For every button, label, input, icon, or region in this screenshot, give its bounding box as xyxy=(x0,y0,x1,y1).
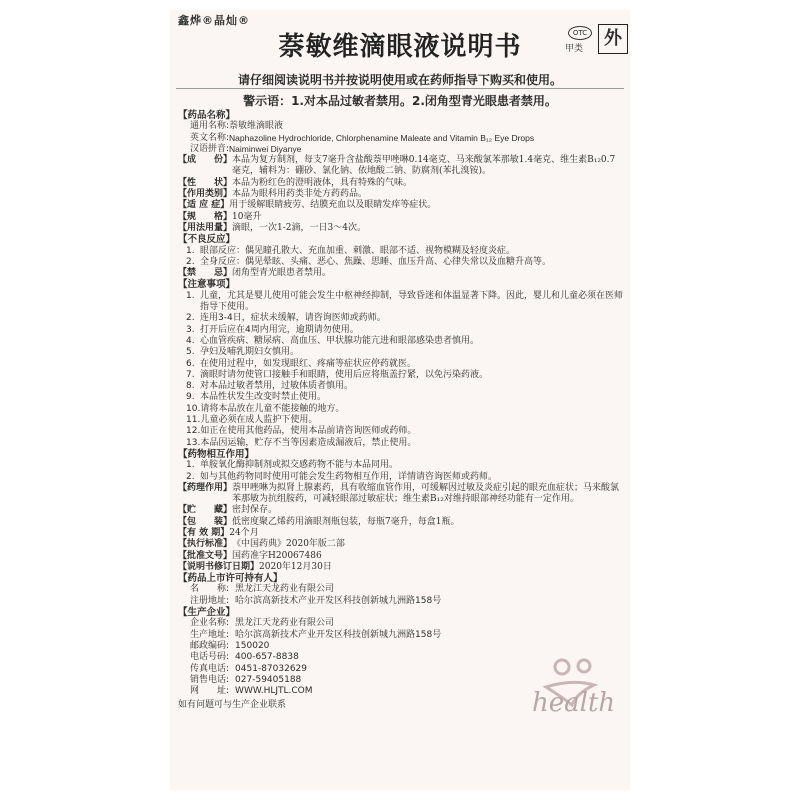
list-item: 1. 儿童，尤其是婴儿使用可能会发生中枢神经抑制，导致昏迷和体温显著下降。因此，婴儿和儿童必须在医师指导下使用。 xyxy=(186,290,624,313)
pharmacology-row xyxy=(178,483,624,506)
storage-label: 【贮 藏】 xyxy=(178,505,233,516)
category-text: 本品为眼科用药类非处方药药品。 xyxy=(232,189,368,200)
drug-name-header: 【药品名称】 xyxy=(178,110,236,121)
divider xyxy=(176,88,624,89)
holder-name: 黑龙江天龙药业有限公司 xyxy=(235,584,335,595)
leaflet-sheet xyxy=(170,10,630,790)
common-name: 萘敏维滴眼液 xyxy=(229,121,284,132)
indication-label: 【适 应 症】 xyxy=(178,200,230,211)
contra-label: 【禁 忌】 xyxy=(178,268,233,279)
list-item: 1. 单胺氧化酶抑制剂或拟交感药物不能与本品同用。 xyxy=(186,460,399,471)
health-watermark: health xyxy=(532,688,616,718)
pinyin: Naiminwei Diyanye xyxy=(229,143,302,154)
category-label: 【作用类别】 xyxy=(178,189,233,200)
standard-text: 《中国药典》2020年版二部 xyxy=(232,539,345,550)
list-item: 5. 孕妇及哺乳期妇女慎用。 xyxy=(186,347,300,358)
standard-label: 【执行标准】 xyxy=(178,539,233,550)
otc-class: 甲类 xyxy=(565,44,584,54)
list-item: 6. 在使用过程中，如发现眼红、疼痛等症状应停药就医。 xyxy=(186,358,417,369)
holder-addr-row xyxy=(178,596,624,607)
composition-label: 【成 份】 xyxy=(178,155,233,166)
spec-row xyxy=(178,212,624,223)
character-text: 本品为粉红色的澄明液体，具有特殊的气味。 xyxy=(232,177,413,188)
composition-text: 本品为复方制剂，每支7毫升含盐酸萘甲唑啉0.14毫克、马来酸氯苯那敏1.4毫克、维生素B₁₂0.7毫克，辅料为：硼砂、氯化钠、依地酸二钠、防腐剂(苯扎溴铵)。 xyxy=(232,155,616,177)
holder-header: 【药品上市许可持有人】 xyxy=(178,573,283,585)
list-item: 8. 对本品过敏者禁用，过敏体质者慎用。 xyxy=(186,381,354,392)
package-text: 低密度聚乙烯药用滴眼剂瓶包装，每瓶7毫升，每盒1瓶。 xyxy=(232,516,460,527)
package-row xyxy=(178,517,624,528)
character-row xyxy=(178,178,624,189)
validity-label: 【有 效 期】 xyxy=(178,527,230,538)
storage-row xyxy=(178,505,624,516)
list-item: 10. 请将本品放在儿童不能接触的地方。 xyxy=(186,403,345,414)
pharmacology-label: 【药理作用】 xyxy=(178,482,233,493)
approval-text: 国药准字H20067486 xyxy=(232,550,322,561)
list-item: 4. 心血管疾病、糖尿病、高血压、甲状腺功能亢进和眼部感染患者慎用。 xyxy=(186,335,480,346)
usage-text: 滴眼，一次1-2滴，一日3～4次。 xyxy=(232,222,366,233)
manufacturer-header: 【生产企业】 xyxy=(178,607,236,619)
list-item: 9. 本品性状发生改变时禁止使用。 xyxy=(186,392,327,403)
interactions-header: 【药物相互作用】 xyxy=(178,448,255,460)
brand-logo: 鑫烨®晶灿® xyxy=(178,14,250,27)
validity-text: 24个月 xyxy=(229,527,259,538)
revision-text: 2020年12月30日 xyxy=(259,561,332,572)
revision-label: 【说明书修订日期】 xyxy=(178,561,260,572)
footer-note: 如有问题可与生产企业联系 xyxy=(178,700,287,711)
manufacturer-row: 企业名称: 黑龙江天龙药业有限公司 xyxy=(190,618,335,629)
manufacturer-row: 传真电话: 0451-87032629 xyxy=(190,663,308,674)
contra-text: 闭角型青光眼患者禁用。 xyxy=(232,268,332,279)
pinyin-row xyxy=(178,144,624,155)
manufacturer-row: 销售电话: 027-59405188 xyxy=(190,674,302,685)
contra-row xyxy=(178,268,624,279)
list-item: 11. 儿童必须在成人监护下使用。 xyxy=(186,415,318,426)
list-item: 7. 滴眼时请勿使管口接触手和眼睛，使用后应将瓶盖拧紧，以免污染药液。 xyxy=(186,369,489,380)
composition-row xyxy=(178,155,624,178)
manufacturer-row: 网 址: WWW.HLJTL.COM xyxy=(190,686,313,697)
page-title: 萘敏维滴眼液说明书 xyxy=(278,32,522,62)
pinyin-label: 汉语拼音: xyxy=(190,143,230,154)
approval-label: 【批准文号】 xyxy=(178,550,233,561)
pharmacology-text: 萘甲唑啉为拟肾上腺素药，具有收缩血管作用，可缓解因过敏及炎症引起的眼充血症状；马来酸氯苯那敏为抗组胺药，可减轻眼部过敏症状；维生素B₁₂对维持眼部神经功能有一定作用。 xyxy=(232,482,620,505)
leaflet-body xyxy=(178,110,624,712)
common-name-row xyxy=(178,121,624,132)
character-label: 【性 状】 xyxy=(178,177,233,188)
list-item: 13. 本品因运输，贮存不当等因素造成漏液后，禁止使用。 xyxy=(186,437,417,448)
standard-row xyxy=(178,539,624,550)
usage-row xyxy=(178,223,624,234)
usage-label: 【用法用量】 xyxy=(178,222,233,233)
list-item: 3. 打开后应在4周内用完，逾期请勿使用。 xyxy=(186,324,359,335)
manufacturer-row: 邮政编码: 150020 xyxy=(190,640,270,651)
list-item: 2. 连用3-4日，症状未缓解，请咨询医师或药师。 xyxy=(186,313,386,324)
holder-addr-label: 注册地址: xyxy=(190,595,230,606)
manufacturer-row: 生产地址: 哈尔滨高新技术产业开发区科技创新城九洲路158号 xyxy=(190,629,442,640)
instruction-line: 请仔细阅读说明书并按说明使用或在药师指导下购买和使用。 xyxy=(237,73,562,87)
external-use-badge: 外 xyxy=(598,24,628,54)
package-label: 【包 装】 xyxy=(178,516,233,527)
spec-label: 【规 格】 xyxy=(178,211,233,222)
approval-row xyxy=(178,551,624,562)
validity-row xyxy=(178,528,624,539)
spec-text: 10毫升 xyxy=(232,211,262,222)
common-name-label: 通用名称: xyxy=(190,121,230,132)
list-item: 12. 如正在使用其他药品，使用本品前请咨询医师或药师。 xyxy=(186,426,417,437)
warning-line: 警示语：1.对本品过敏者禁用。2.闭角型青光眼患者禁用。 xyxy=(243,94,557,108)
holder-addr: 哈尔滨高新技术产业开发区科技创新城九洲路158号 xyxy=(235,595,442,606)
adverse-header: 【不良反应】 xyxy=(178,234,236,246)
english-name-row xyxy=(178,133,624,144)
manufacturer-row: 电话号码: 400-657-8838 xyxy=(190,652,299,663)
indication-text: 用于缓解眼睛疲劳、结膜充血以及眼睛发痒等症状。 xyxy=(229,200,437,211)
holder-name-row xyxy=(178,584,624,595)
revision-row xyxy=(178,562,624,573)
list-item: 2. 如与其他药物同时使用可能会发生药物相互作用，详情请咨询医师或药师。 xyxy=(186,471,498,482)
english-name-label: 英文名称: xyxy=(190,132,230,143)
list-item: 1. 眼部反应：偶见瞳孔散大、充血加重、刺激、眼部不适、视物模糊及轻度炎症。 xyxy=(186,245,516,256)
category-row xyxy=(178,189,624,200)
storage-text: 密封保存。 xyxy=(232,505,278,516)
holder-name-label: 名 称: xyxy=(190,584,230,595)
otc-badge: OTC xyxy=(568,26,592,40)
english-name: Naphazoline Hydrochloride, Chlorphenamine Maleate and Vitamin B₁₂ Eye Drops xyxy=(229,132,535,143)
list-item: 2. 全身反应：偶见晕眩、头痛、恶心、焦躁、思睡、血压升高、心律失常以及血糖升高等。 xyxy=(186,256,552,267)
indication-row xyxy=(178,200,624,211)
precautions-header: 【注意事项】 xyxy=(178,279,236,291)
